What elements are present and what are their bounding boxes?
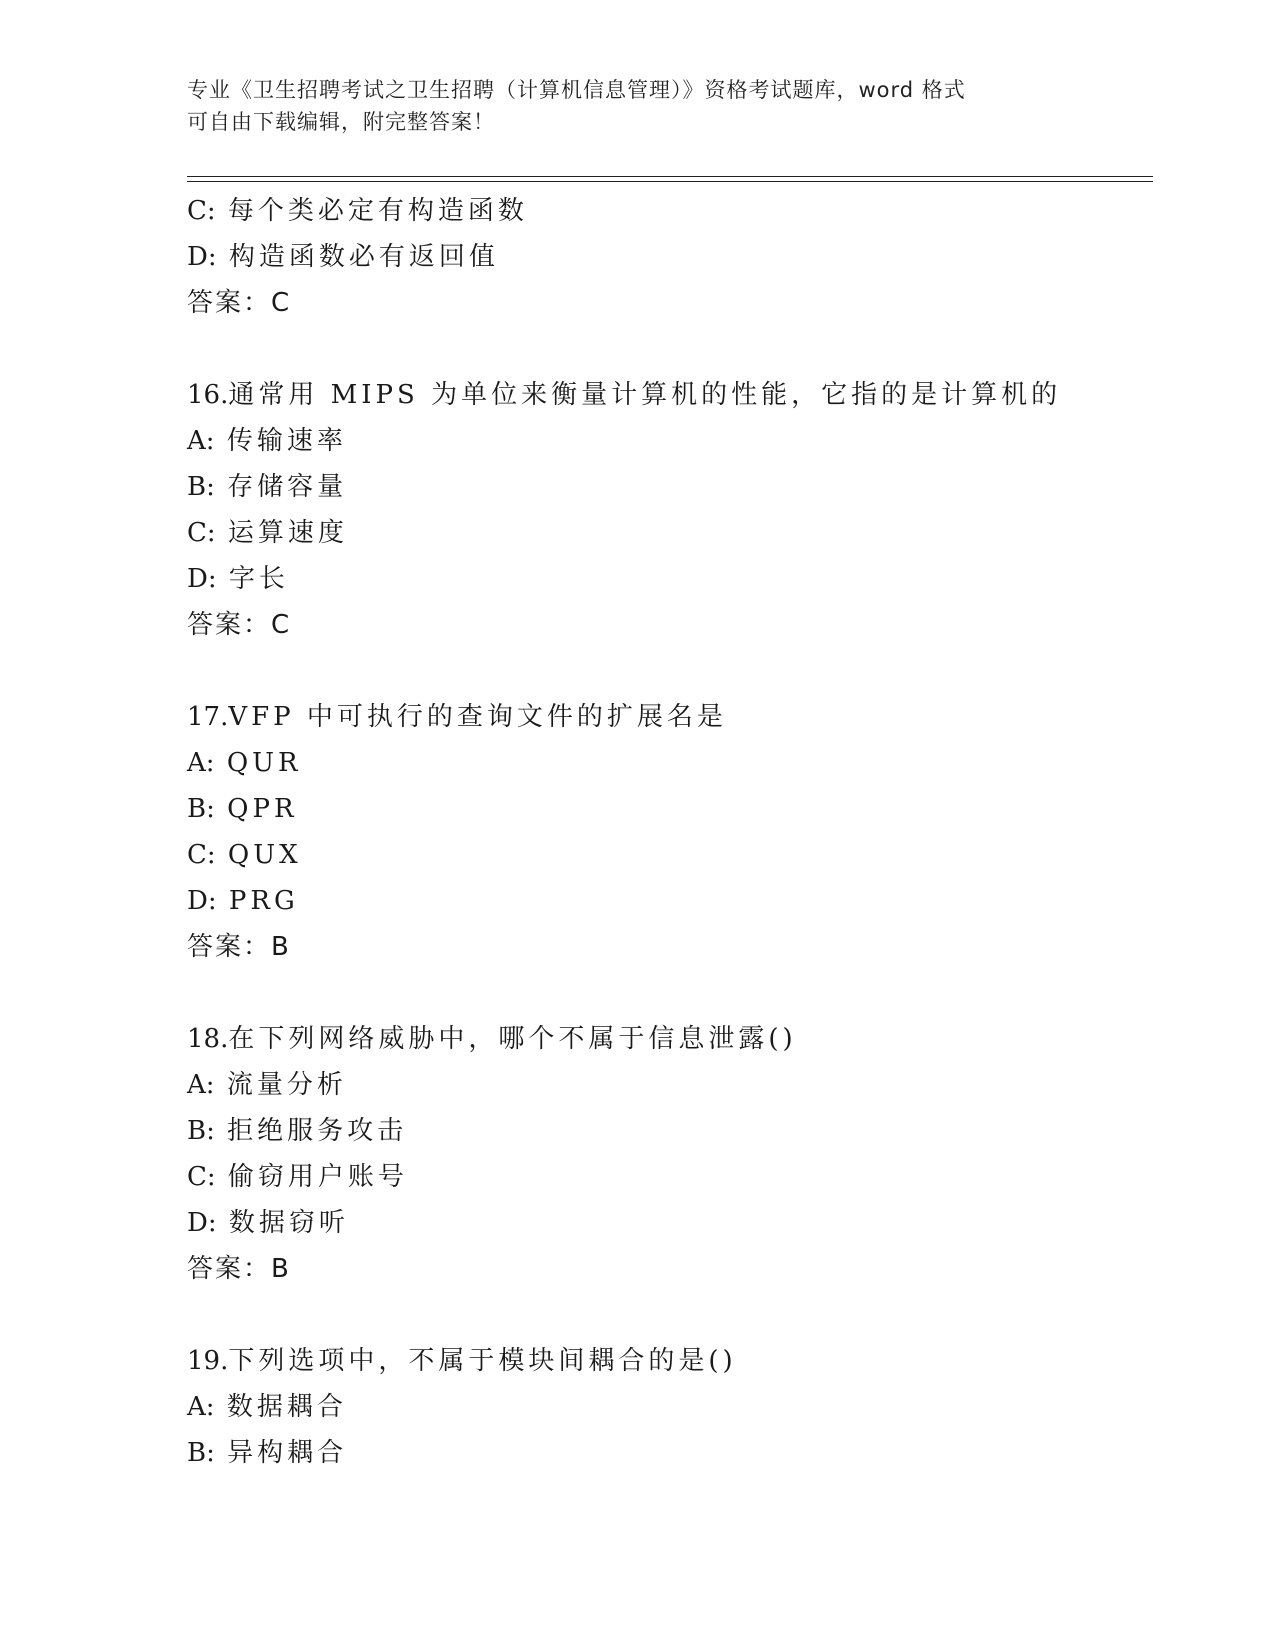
answer-line: 答案：C bbox=[187, 288, 292, 318]
option-letter: B: bbox=[187, 472, 215, 502]
question-number: 18. bbox=[187, 1024, 229, 1054]
header-title-line1: 专业《卫生招聘考试之卫生招聘（计算机信息管理）》资格考试题库，word 格式 bbox=[187, 78, 966, 102]
question-text: VFP 中可执行的查询文件的扩展名是 bbox=[228, 702, 727, 732]
option-text: 运算速度 bbox=[227, 518, 348, 548]
answer-line: 答案：C bbox=[187, 610, 292, 640]
option-row bbox=[187, 1108, 1153, 1154]
option-text: 存储容量 bbox=[227, 472, 348, 502]
option-row bbox=[187, 832, 1153, 878]
option-row bbox=[187, 1384, 1153, 1430]
option-row bbox=[187, 878, 1153, 924]
option-row bbox=[187, 1154, 1153, 1200]
document-header bbox=[187, 74, 1087, 138]
option-text: 数据耦合 bbox=[226, 1392, 347, 1422]
option-letter: C: bbox=[187, 840, 216, 870]
option-text: 流量分析 bbox=[226, 1070, 347, 1100]
question-stem bbox=[187, 1016, 1153, 1062]
answer-line: 答案：B bbox=[187, 932, 291, 962]
option-text: 异构耦合 bbox=[227, 1438, 348, 1468]
option-letter: A: bbox=[187, 426, 215, 456]
option-text: QUR bbox=[226, 748, 302, 778]
spacer bbox=[187, 970, 1153, 1016]
option-letter: D: bbox=[187, 564, 217, 594]
spacer bbox=[187, 326, 1153, 372]
option-letter: D: bbox=[187, 886, 217, 916]
option-row bbox=[187, 556, 1153, 602]
header-divider-bottom bbox=[187, 181, 1153, 182]
option-letter: A: bbox=[187, 1392, 215, 1422]
option-letter: D: bbox=[187, 242, 217, 272]
option-row bbox=[187, 1062, 1153, 1108]
question-stem bbox=[187, 372, 1153, 418]
option-letter: C: bbox=[187, 1162, 216, 1192]
question-stem bbox=[187, 694, 1153, 740]
option-row bbox=[187, 786, 1153, 832]
spacer bbox=[187, 648, 1153, 694]
option-letter: B: bbox=[187, 794, 215, 824]
question-stem bbox=[187, 1338, 1153, 1384]
option-row bbox=[187, 418, 1153, 464]
option-row bbox=[187, 188, 1153, 234]
header-title-line2: 可自由下载编辑，附完整答案！ bbox=[187, 110, 495, 134]
option-text: 每个类必定有构造函数 bbox=[227, 196, 528, 226]
option-row bbox=[187, 1430, 1153, 1476]
option-row bbox=[187, 510, 1153, 556]
question-number: 16. bbox=[187, 380, 229, 410]
answer-line: 答案：B bbox=[187, 1254, 291, 1284]
option-text: 传输速率 bbox=[226, 426, 347, 456]
option-letter: D: bbox=[187, 1208, 217, 1238]
option-letter: B: bbox=[187, 1438, 215, 1468]
question-number: 17. bbox=[187, 702, 229, 732]
option-text: QUX bbox=[227, 840, 302, 870]
option-letter: A: bbox=[187, 748, 215, 778]
question-list bbox=[187, 188, 1153, 1476]
header-divider-top bbox=[187, 176, 1153, 177]
option-text: QPR bbox=[227, 794, 298, 824]
option-text: 字长 bbox=[228, 564, 289, 594]
option-text: PRG bbox=[228, 886, 299, 916]
option-row bbox=[187, 464, 1153, 510]
option-letter: A: bbox=[187, 1070, 215, 1100]
option-row bbox=[187, 1200, 1153, 1246]
option-text: 拒绝服务攻击 bbox=[227, 1116, 408, 1146]
option-text: 构造函数必有返回值 bbox=[228, 242, 499, 272]
spacer bbox=[187, 1292, 1153, 1338]
option-row bbox=[187, 740, 1153, 786]
option-letter: C: bbox=[187, 196, 216, 226]
option-text: 偷窃用户账号 bbox=[227, 1162, 408, 1192]
question-text: 通常用 MIPS 为单位来衡量计算机的性能，它指的是计算机的 bbox=[228, 380, 1062, 410]
option-text: 数据窃听 bbox=[228, 1208, 349, 1238]
option-letter: B: bbox=[187, 1116, 215, 1146]
option-row bbox=[187, 234, 1153, 280]
question-number: 19. bbox=[187, 1346, 229, 1376]
question-text: 在下列网络威胁中，哪个不属于信息泄露() bbox=[228, 1024, 797, 1054]
question-text: 下列选项中，不属于模块间耦合的是() bbox=[228, 1346, 737, 1376]
option-letter: C: bbox=[187, 518, 216, 548]
